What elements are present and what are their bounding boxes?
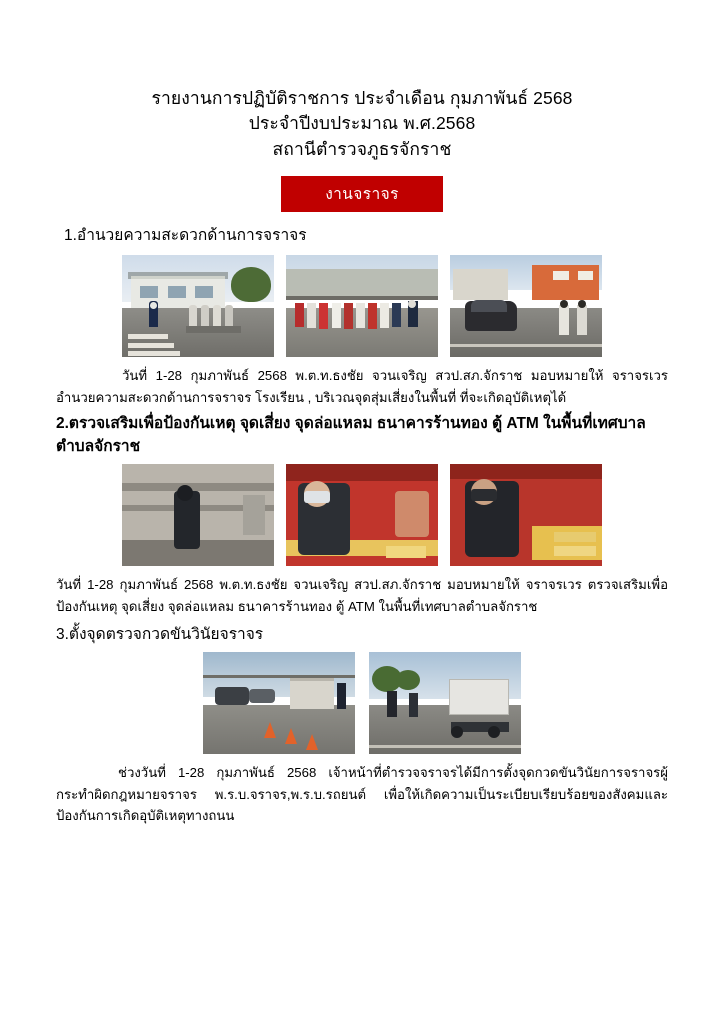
photo-traffic-checkpoint — [203, 652, 355, 754]
section-banner: งานจราจร — [281, 176, 443, 212]
photo-students-marching — [286, 255, 438, 357]
photo-roadside-truck-stop — [369, 652, 521, 754]
photo-officer-checking-store — [122, 464, 274, 566]
section-3-caption — [56, 762, 668, 826]
photo-officer-gold-shop-1 — [286, 464, 438, 566]
section-1-caption — [56, 365, 668, 408]
section-banner-wrap — [56, 176, 668, 212]
photo-street-crossing-car — [450, 255, 602, 357]
title-line-1: รายงานการปฏิบัติราชการ ประจำเดือน กุมภาพันธ์ 2568 — [151, 88, 573, 108]
section-2-photo-row — [56, 464, 668, 566]
section-2-caption: วันที่ 1-28 กุมภาพันธ์ 2568 พ.ต.ท.ธงชัย จวนเจริญ สวป.สภ.จักราช มอบหมายให้ จราจรเวร ตรวจเสริมเพื่อป้องกันเหตุ จุดเสี่ยง จุดล่อแหลม ธนาคารร้านทอง ตู้ ATM ในพื้นที่เทศบาลตำบลจักราช — [56, 577, 668, 614]
section-2-heading: 2.ตรวจเสริมเพื่อป้องกันเหตุ จุดเสี่ยง จุดล่อแหลม ธนาคารร้านทอง ตู้ ATM ในพื้นที่เทศบาลตำบลจักราช — [56, 414, 646, 456]
section-1-photo-row — [56, 255, 668, 357]
photo-officer-gold-shop-2 — [450, 464, 602, 566]
title-line-3: สถานีตำรวจภูธรจักราช — [272, 138, 452, 159]
document-title-block — [56, 86, 668, 162]
section-3-heading: 3.ตั้งจุดตรวจกวดขันวินัยจราจร — [56, 626, 264, 644]
section-1-heading: 1.อำนวยความสะดวกด้านการจราจร — [64, 227, 307, 245]
section-3-caption-text: ช่วงวันที่ 1-28 กุมภาพันธ์ 2568 เจ้าหน้าที่ตำรวจจราจรได้มีการตั้งจุดกวดขันวินัยการจราจรผู้กระทำผิดกฎหมายจราจร พ.ร.บ.จราจร,พ.ร.บ.รถยนต์ เพื่อให้เกิดความเป็นระเบียบเรียบร้อยของสังคมและป้องกันการเกิดอุบัติเหตุทางถนน — [56, 765, 668, 823]
section-1-caption-text: วันที่ 1-28 กุมภาพันธ์ 2568 พ.ต.ท.ธงชัย จวนเจริญ สวป.สภ.จักราช มอบหมายให้ จราจรเวร อำนวยความสะดวกด้านการจราจร โรงเรียน , บริเวณจุดสุ่มเสี่ยงในพื้นที่ ที่จะเกิดอุบัติเหตุได้ — [56, 368, 668, 405]
title-line-2: ประจำปีงบประมาณ พ.ศ.2568 — [248, 113, 476, 134]
section-3-photo-row — [56, 652, 668, 754]
photo-traffic-school-crossing — [122, 255, 274, 357]
